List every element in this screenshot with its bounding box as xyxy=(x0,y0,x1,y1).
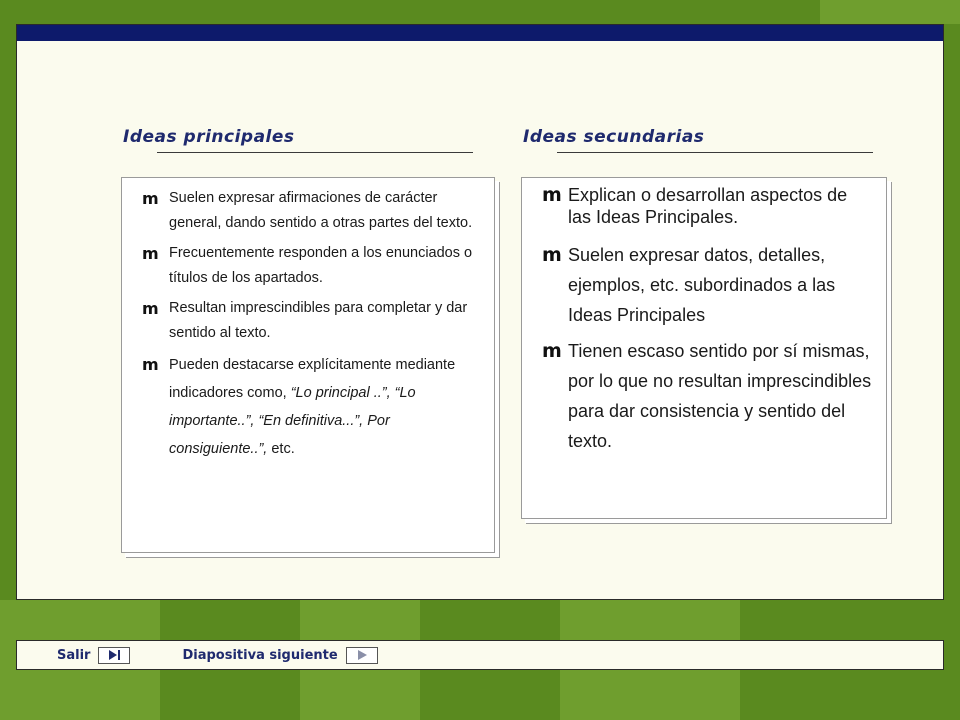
bullet-icon: m xyxy=(542,340,562,362)
list-item-text: Tienen escaso sentido por sí mismas, por lo que no resultan imprescindibles para dar consistencia y sentido del texto. xyxy=(568,341,872,451)
indicator-examples: “Lo principal ..”, “Lo importante..”, “En definitiva...”, Por consiguiente..”, xyxy=(169,385,416,457)
skip-end-icon xyxy=(106,649,122,661)
list-item-tail: etc. xyxy=(267,441,295,457)
navigation-footer xyxy=(16,640,944,670)
bullet-icon: m xyxy=(142,299,159,318)
list-item-text: Suelen expresar datos, detalles, ejemplos, etc. subordinados a las Ideas Principales xyxy=(568,245,836,325)
secondary-ideas-box xyxy=(521,177,887,519)
list-item-text: Frecuentemente responden a los enunciados o títulos de los apartados. xyxy=(169,245,473,286)
play-icon xyxy=(354,649,370,661)
list-item xyxy=(132,186,484,236)
list-item xyxy=(132,351,484,463)
next-slide-button[interactable] xyxy=(346,647,378,664)
list-item xyxy=(532,240,874,330)
bullet-icon: m xyxy=(142,244,159,263)
main-ideas-box xyxy=(121,177,495,553)
slide-header-bar xyxy=(17,25,943,41)
list-item-text: Suelen expresar afirmaciones de carácter general, dando sentido a otras partes del texto. xyxy=(169,190,473,231)
bullet-icon: m xyxy=(142,355,159,374)
list-item-text: Resultan imprescindibles para completar y dar sentido al texto. xyxy=(169,300,468,341)
bullet-icon: m xyxy=(542,184,562,206)
bullet-icon: m xyxy=(142,189,159,208)
list-item-text: Explican o desarrollan aspectos de las Ideas Principales. xyxy=(568,185,848,227)
list-item xyxy=(532,184,874,228)
left-column-title: Ideas principales xyxy=(123,127,295,147)
right-column-title: Ideas secundarias xyxy=(523,127,705,147)
next-slide-label[interactable]: Diapositiva siguiente xyxy=(182,647,338,663)
exit-label[interactable]: Salir xyxy=(57,647,91,663)
list-item xyxy=(132,296,484,346)
list-item xyxy=(132,241,484,291)
list-item-text: Pueden destacarse explícitamente mediante indicadores como, xyxy=(169,357,456,401)
bullet-icon: m xyxy=(542,244,562,266)
slide-panel xyxy=(16,24,944,600)
list-item xyxy=(532,336,874,456)
background-shape xyxy=(820,0,960,24)
left-title-rule xyxy=(157,152,473,153)
exit-button[interactable] xyxy=(98,647,130,664)
right-title-rule xyxy=(557,152,873,153)
